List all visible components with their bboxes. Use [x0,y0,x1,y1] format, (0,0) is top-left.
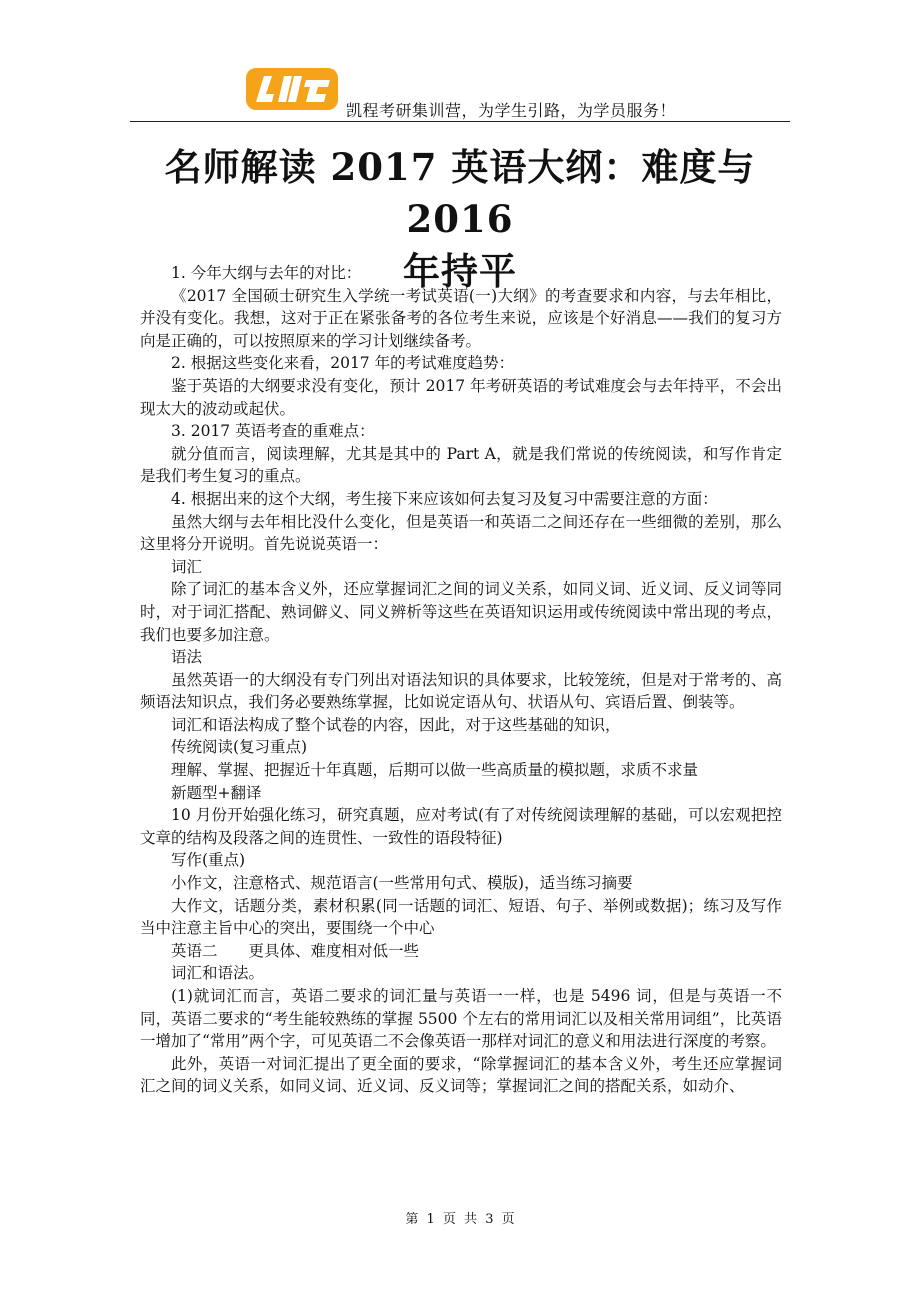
paragraph: 大作文，话题分类，素材积累(同一话题的词汇、短语、句子、举例或数据)；练习及写作当中注意主旨中心的突出，要围绕一个中心 [140,896,782,938]
paragraph: 鉴于英语的大纲要求没有变化，预计 2017 年考研英语的考试难度会与去年持平，不会出现太大的波动或起伏。 [140,376,782,418]
header-divider [130,121,790,122]
paragraph: 虽然大纲与去年相比没什么变化，但是英语一和英语二之间还存在一些细微的差别，那么这里将分开说明。首先说说英语一： [140,512,782,554]
kaicheng-logo [244,60,340,114]
paragraph: 传统阅读(复习重点) [171,738,308,757]
paragraph: 理解、掌握、把握近十年真题，后期可以做一些高质量的模拟题，求质不求量 [171,761,699,780]
article-body [140,262,782,1098]
page-title-line-1: 名师解读 2017 英语大纲：难度与 2016 [164,145,756,241]
paragraph: 3. 2017 英语考查的重难点： [171,422,375,441]
paragraph: 虽然英语一的大纲没有专门列出对语法知识的具体要求，比较笼统，但是对于常考的、高频语法知识点，我们务必要熟练掌握，比如说定语从句、状语从句、宾语后置、倒装等。 [140,670,782,712]
paragraph: 英语二 更具体、难度相对低一些 [171,941,420,960]
paragraph: 10 月份开始强化练习，研究真题，应对考试(有了对传统阅读理解的基础，可以宏观把控文章的结构及段落之间的连贯性、一致性的语段特征) [140,806,782,847]
paragraph: 小作文，注意格式、规范语言(一些常用句式、模版)，适当练习摘要 [171,874,633,893]
paragraph: 新题型+翻译 [171,783,262,802]
paragraph: 1. 今年大纲与去年的对比： [171,264,362,282]
paragraph: 语法 [171,648,203,667]
paragraph: 4. 根据出来的这个大纲，考生接下来应该如何去复习及复习中需要注意的方面： [171,489,718,508]
paragraph: 2. 根据这些变化来看，2017 年的考试难度趋势： [171,354,515,373]
paragraph: 此外，英语一对词汇提出了更全面的要求，“除掌握词汇的基本含义外，考生还应掌握词汇之间的词义关系，如同义词、近义词、反义词等；掌握词汇之间的搭配关系，如动介、 [140,1054,782,1096]
paragraph: 词汇和语法构成了整个试卷的内容，因此，对于这些基础的知识， [171,715,621,734]
paragraph: 词汇 [171,557,203,576]
page-header [0,0,920,124]
paragraph: 词汇和语法。 [171,964,265,983]
page-title-line-2: 年持平 [403,249,517,293]
header-slogan: 凯程考研集训营，为学生引路，为学员服务！ [346,101,677,120]
paragraph: 《2017 全国硕士研究生入学统一考试英语(一)大纲》的考查要求和内容，与去年相比，并没有变化。我想，这对于正在紧张备考的各位考生来说，应该是个好消息——我们的复习方向是正确的，可以按照原来的学习计划继续备考。 [140,286,782,350]
page-footer: 第 1 页 共 3 页 [405,1212,515,1227]
paragraph: (1)就词汇而言，英语二要求的词汇量与英语一一样，也是 5496 词，但是与英语一不同，英语二要求的“考生能较熟练的掌握 5500 个左右的常用词汇以及相关常用词组”，比英语一增加了“常用”两个字，可见英语二不会像英语一那样对词汇的意义和用法进行深度的考察。 [140,987,782,1051]
paragraph: 写作(重点) [171,851,246,870]
paragraph: 就分值而言，阅读理解，尤其是其中的 Part A，就是我们常说的传统阅读，和写作肯定是我们考生复习的重点。 [140,444,782,486]
paragraph: 除了词汇的基本含义外，还应掌握词汇之间的词义关系，如同义词、近义词、反义词等同时，对于词汇搭配、熟词僻义、同义辨析等这些在英语知识运用或传统阅读中常出现的考点，我们也要多加注意。 [140,580,782,644]
